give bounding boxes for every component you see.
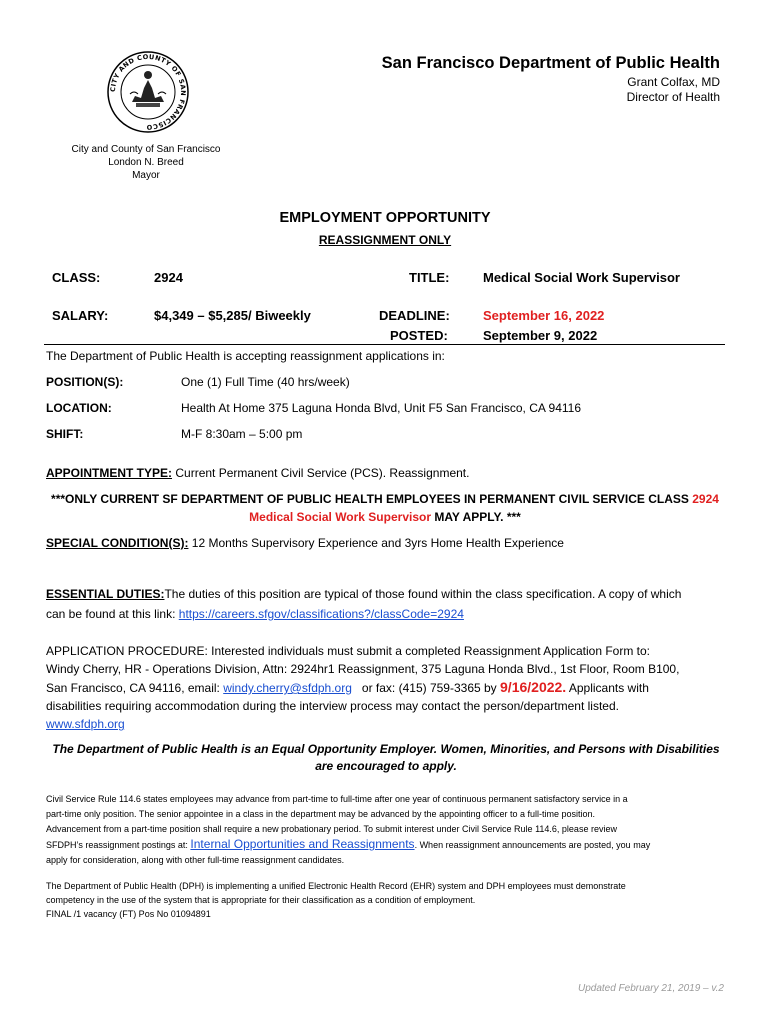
application-fax: or fax: (415) 759-3365 by bbox=[361, 681, 497, 695]
rule-line-5: apply for consideration, along with other full-time reassignment candidates. bbox=[46, 855, 345, 865]
website-link[interactable]: www.sfdph.org bbox=[46, 717, 125, 731]
eligibility-class-title: Medical Social Work Supervisor bbox=[249, 510, 431, 524]
rule-line-1: Civil Service Rule 114.6 states employees may advance from part-time to full-time after one year of continuous permanent satisfactory service in a bbox=[46, 794, 628, 804]
location-value: Health At Home 375 Laguna Honda Blvd, Unit F5 San Francisco, CA 94116 bbox=[181, 401, 582, 415]
application-line-3-end: Applicants with bbox=[568, 681, 649, 695]
position-value: One (1) Full Time (40 hrs/week) bbox=[181, 375, 350, 389]
class-value: 2924 bbox=[154, 270, 183, 285]
intro-text: The Department of Public Health is accepting reassignment applications in: bbox=[46, 349, 445, 363]
ehr-line-2: competency in the use of the system that is appropriate for their classification as a condition of employment. bbox=[46, 895, 476, 905]
application-line-1: APPLICATION PROCEDURE: Interested individuals must submit a completed Reassignment Application Form to: bbox=[46, 644, 651, 658]
footer-updated: Updated February 21, 2019 – v.2 bbox=[577, 983, 724, 994]
posted-value: September 9, 2022 bbox=[483, 328, 598, 343]
application-email-intro: San Francisco, CA 94116, email: bbox=[46, 681, 220, 695]
shift-value: M-F 8:30am – 5:00 pm bbox=[181, 427, 303, 441]
divider bbox=[44, 344, 725, 345]
director-name: Grant Colfax, MD bbox=[627, 75, 720, 89]
duties-paragraph bbox=[46, 584, 726, 624]
mayor-title: Mayor bbox=[132, 170, 160, 181]
application-line-2: Windy Cherry, HR - Operations Division, Attn: 2924hr1 Reassignment, 375 Laguna Honda Blvd., 1st Floor, Room B100, bbox=[46, 662, 680, 676]
eligibility-text: ***ONLY CURRENT SF DEPARTMENT OF PUBLIC HEALTH EMPLOYEES IN PERMANENT CIVIL SERVICE CLASS bbox=[51, 492, 689, 506]
page-title: EMPLOYMENT OPPORTUNITY bbox=[279, 210, 491, 226]
application-due-date: 9/16/2022. bbox=[500, 679, 567, 695]
special-label: SPECIAL CONDITION(S): bbox=[46, 536, 189, 550]
mayor-block bbox=[66, 143, 226, 182]
appointment-value: Current Permanent Civil Service (PCS). Reassignment. bbox=[175, 466, 470, 480]
duties-text: The duties of this position are typical of those found within the class specification. A copy of which bbox=[164, 587, 682, 601]
rule-line-4 bbox=[46, 837, 726, 853]
class-label: CLASS: bbox=[52, 270, 101, 285]
rule-line-4-end: . When reassignment announcements are posted, you may bbox=[414, 840, 651, 850]
mayor-name: London N. Breed bbox=[108, 157, 184, 168]
ehr-paragraph bbox=[46, 879, 726, 921]
shift-label: SHIFT: bbox=[46, 427, 84, 441]
position-label: POSITION(S): bbox=[46, 375, 124, 389]
civil-service-rule bbox=[46, 792, 726, 868]
eeo-statement bbox=[46, 741, 726, 775]
ehr-line-1: The Department of Public Health (DPH) is implementing a unified Electronic Health Record (EHR) system and DPH employees must demonstrate bbox=[46, 881, 626, 891]
appointment-line bbox=[46, 466, 469, 480]
duties-text-2: can be found at this link: bbox=[46, 607, 176, 621]
deadline-value: September 16, 2022 bbox=[483, 308, 605, 323]
duties-label: ESSENTIAL DUTIES: bbox=[46, 587, 165, 601]
application-line-3 bbox=[46, 678, 726, 697]
email-link[interactable]: windy.cherry@sfdph.org bbox=[223, 681, 352, 695]
eligibility-end: MAY APPLY. *** bbox=[434, 510, 521, 524]
vacancy-line: FINAL /1 vacancy (FT) Pos No 01094891 bbox=[46, 909, 211, 919]
title-label: TITLE: bbox=[409, 270, 450, 285]
appointment-label: APPOINTMENT TYPE: bbox=[46, 466, 173, 480]
rule-line-2: part-time only position. The senior appointee in a class in the department may be advanced by the appointing officer to a full-time position. bbox=[46, 809, 595, 819]
eligibility-line-2 bbox=[0, 510, 770, 524]
department-name: San Francisco Department of Public Health bbox=[381, 54, 720, 72]
location-label: LOCATION: bbox=[46, 401, 112, 415]
application-line-4: disabilities requiring accommodation during the interview process may contact the person/department listed. bbox=[46, 699, 619, 713]
special-conditions bbox=[46, 536, 564, 550]
deadline-label: DEADLINE: bbox=[379, 308, 450, 323]
eligibility-line-1 bbox=[0, 492, 770, 506]
seal-text: CITY AND COUNTY OF SAN FRANCISCO bbox=[108, 52, 188, 132]
rule-line-4-start: SFDPH’s reassignment postings at: bbox=[46, 840, 188, 850]
director-title: Director of Health bbox=[626, 90, 720, 104]
rule-line-3: Advancement from a part-time position shall require a new probationary period. To submit interest under Civil Service Rule 114.6, please review bbox=[46, 824, 617, 834]
mayor-city: City and County of San Francisco bbox=[71, 144, 221, 155]
salary-label: SALARY: bbox=[52, 308, 109, 323]
application-paragraph bbox=[46, 642, 726, 733]
title-value: Medical Social Work Supervisor bbox=[483, 270, 680, 285]
page-subtitle: REASSIGNMENT ONLY bbox=[318, 233, 452, 247]
eligibility-class-code: 2924 bbox=[692, 492, 719, 506]
city-seal-logo bbox=[106, 50, 190, 134]
special-value: 12 Months Supervisory Experience and 3yrs Home Health Experience bbox=[191, 536, 564, 550]
eeo-line-2: are encouraged to apply. bbox=[315, 759, 457, 773]
eeo-line-1: The Department of Public Health is an Equal Opportunity Employer. Women, Minorities, and Persons with Disabilities bbox=[52, 742, 720, 756]
salary-value: $4,349 – $5,285/ Biweekly bbox=[154, 308, 311, 323]
posted-label: POSTED: bbox=[390, 328, 448, 343]
class-spec-link[interactable]: https://careers.sfgov/classifications?/classCode=2924 bbox=[178, 607, 464, 621]
internal-opportunities-link[interactable]: Internal Opportunities and Reassignments bbox=[190, 837, 415, 851]
